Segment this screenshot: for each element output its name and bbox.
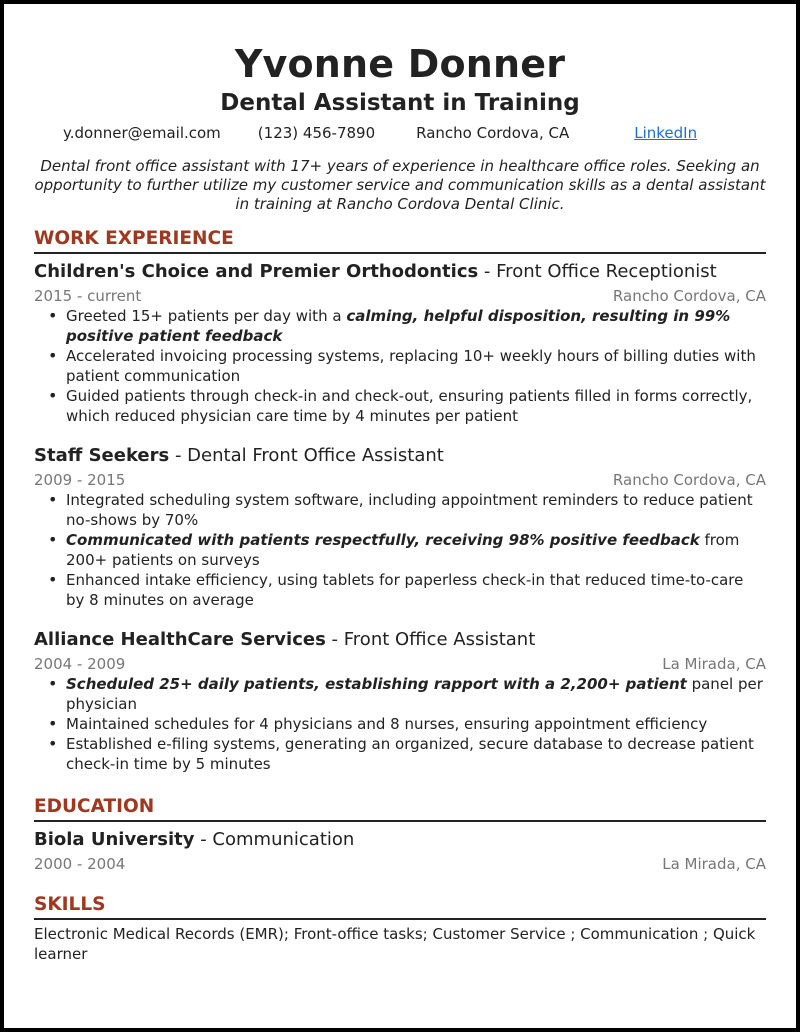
bullet-item	[66, 386, 766, 426]
summary: Dental front office assistant with 17+ years of experience in healthcare office roles. Seeking an opportunity to further utilize my customer service and communication skills as a dental assistant in training at Rancho Cordova Dental Clinic.	[34, 157, 766, 213]
contact-location: Rancho Cordova, CA	[416, 124, 570, 142]
bullet-item	[66, 530, 766, 570]
education-dates: 2000 - 2004	[34, 855, 126, 873]
education-entry	[34, 828, 766, 874]
bullet-list	[34, 674, 766, 774]
job-dates: 2004 - 2009	[34, 655, 126, 673]
degree: - Communication	[194, 829, 355, 850]
work-experience-section	[34, 228, 766, 774]
education-section	[34, 796, 766, 874]
candidate-name: Yvonne Donner	[234, 42, 566, 86]
candidate-title: Dental Assistant in Training	[220, 90, 580, 116]
skills-text: Electronic Medical Records (EMR); Front-office tasks; Customer Service ; Communication ; Quick learner	[34, 925, 756, 963]
bullet-text: Guided patients through check-in and check-out, ensuring patients filled in forms correctly, which reduced physician care time by 4 minutes per patient	[66, 387, 753, 425]
job-header	[34, 260, 766, 284]
job-role: - Dental Front Office Assistant	[169, 445, 444, 466]
contact-email: y.donner@email.com	[63, 124, 221, 142]
bullet-item	[66, 714, 766, 734]
bullet-highlight: Scheduled 25+ daily patients, establishing rapport with a 2,200+ patient	[66, 675, 687, 693]
bullet-text: Maintained schedules for 4 physicians and 8 nurses, ensuring appointment efficiency	[66, 715, 708, 733]
job-entry	[34, 260, 766, 426]
contact-line	[34, 123, 766, 143]
job-entry	[34, 628, 766, 774]
bullet-text: panel per physician	[66, 675, 763, 713]
company-name: Alliance HealthCare Services	[34, 629, 326, 650]
section-heading: WORK EXPERIENCE	[34, 228, 766, 254]
job-dates: 2015 - current	[34, 287, 142, 305]
section-heading: SKILLS	[34, 894, 766, 920]
bullet-text: Greeted 15+ patients per day with a	[66, 307, 347, 325]
company-name: Children's Choice and Premier Orthodontics	[34, 261, 479, 282]
job-location: Rancho Cordova, CA	[612, 287, 766, 305]
bullet-item	[66, 674, 766, 714]
job-meta	[34, 286, 766, 306]
education-header	[34, 828, 766, 852]
job-header	[34, 444, 766, 468]
bullet-item	[66, 346, 766, 386]
bullet-text: Established e-filing systems, generating an organized, secure database to decrease patient check-in time by 5 minutes	[66, 735, 754, 773]
job-entry	[34, 444, 766, 610]
bullet-list	[34, 306, 766, 426]
contact-phone: (123) 456-7890	[257, 124, 376, 142]
bullet-text: from 200+ patients on surveys	[66, 531, 740, 569]
bullet-item	[66, 570, 766, 610]
bullet-item	[66, 306, 766, 346]
job-role: - Front Office Assistant	[325, 629, 536, 650]
skills-section	[34, 894, 766, 964]
bullet-item	[66, 734, 766, 774]
bullet-text: Integrated scheduling system software, including appointment reminders to reduce patient no-shows by 70%	[66, 491, 753, 529]
job-meta	[34, 654, 766, 674]
bullet-list	[34, 490, 766, 610]
bullet-item	[66, 490, 766, 530]
school-name: Biola University	[34, 829, 195, 850]
bullet-highlight: Communicated with patients respectfully, receiving 98% positive feedback	[66, 531, 700, 549]
job-meta	[34, 470, 766, 490]
linkedin-link[interactable]: LinkedIn	[634, 124, 698, 142]
job-location: La Mirada, CA	[662, 655, 766, 673]
bullet-highlight: calming, helpful disposition, resulting in 99% positive patient feedback	[66, 307, 731, 345]
section-heading: EDUCATION	[34, 796, 766, 822]
resume-page	[4, 4, 796, 1028]
job-list	[34, 260, 766, 774]
bullet-text: Enhanced intake efficiency, using tablets for paperless check-in that reduced time-to-care by 8 minutes on average	[66, 571, 744, 609]
company-name: Staff Seekers	[34, 445, 170, 466]
job-header	[34, 628, 766, 652]
job-role: - Front Office Receptionist	[478, 261, 717, 282]
bullet-text: Accelerated invoicing processing systems, replacing 10+ weekly hours of billing duties with patient communication	[66, 347, 756, 385]
job-location: Rancho Cordova, CA	[612, 471, 766, 489]
education-location: La Mirada, CA	[662, 855, 766, 873]
education-meta	[34, 854, 766, 874]
job-dates: 2009 - 2015	[34, 471, 126, 489]
